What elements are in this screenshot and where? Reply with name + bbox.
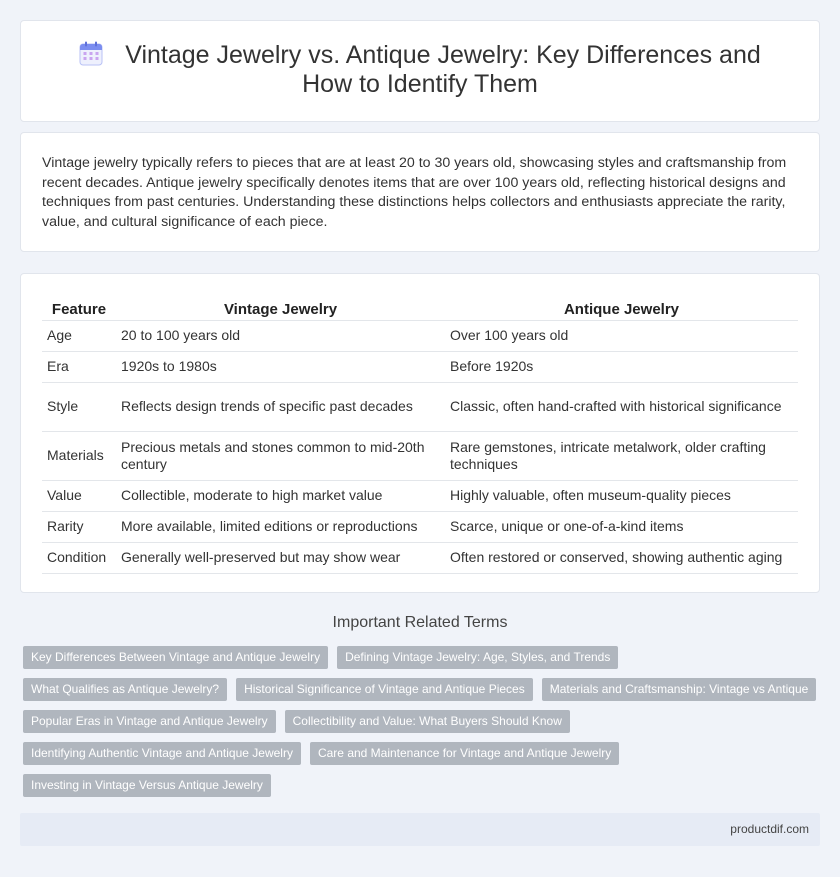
table-cell-feature: Rarity <box>42 511 116 542</box>
table-cell-vintage: Generally well-preserved but may show wear <box>116 542 445 573</box>
table-cell-feature: Age <box>42 320 116 351</box>
table-cell-feature: Value <box>42 480 116 511</box>
table-row <box>42 320 798 351</box>
comparison-card <box>20 273 820 593</box>
page-title-text: Vintage Jewelry vs. Antique Jewelry: Key Differences and How to Identify Them <box>125 41 761 98</box>
table-row <box>42 480 798 511</box>
table-row <box>42 542 798 573</box>
table-row <box>42 382 798 431</box>
comparison-table <box>42 294 798 574</box>
table-cell-feature: Style <box>42 382 116 431</box>
table-row <box>42 351 798 382</box>
page-title <box>51 41 789 99</box>
footer-site-link[interactable]: productdif.com <box>730 822 809 836</box>
intro-text: Vintage jewelry typically refers to pieces that are at least 20 to 30 years old, showcasing styles and craftsmanship from recent decades. Antique jewelry specifically denotes items that are over 100 years old, reflecting historical designs and techniques from past centuries. Understanding these distinctions helps collectors and enthusiasts appreciate the rarity, value, and cultural significance of each piece. <box>42 155 787 230</box>
related-terms-title: Important Related Terms <box>332 614 508 631</box>
table-cell-vintage: Reflects design trends of specific past decades <box>116 382 445 431</box>
related-term-tag[interactable]: Key Differences Between Vintage and Antique Jewelry <box>23 646 328 669</box>
table-cell-antique: Highly valuable, often museum-quality pieces <box>445 480 798 511</box>
table-cell-antique: Scarce, unique or one-of-a-kind items <box>445 511 798 542</box>
header-card <box>20 20 820 122</box>
column-header-antique: Antique Jewelry <box>445 294 798 320</box>
table-cell-antique: Rare gemstones, intricate metalwork, older crafting techniques <box>445 431 798 480</box>
table-row <box>42 431 798 480</box>
related-term-tag[interactable]: Defining Vintage Jewelry: Age, Styles, and Trends <box>337 646 618 669</box>
table-header-row <box>42 294 798 320</box>
table-cell-feature: Materials <box>42 431 116 480</box>
table-cell-vintage: Precious metals and stones common to mid-20th century <box>116 431 445 480</box>
related-term-tag[interactable]: Popular Eras in Vintage and Antique Jewelry <box>23 710 276 733</box>
table-cell-vintage: Collectible, moderate to high market value <box>116 480 445 511</box>
related-term-tag[interactable]: Investing in Vintage Versus Antique Jewelry <box>23 774 271 797</box>
footer <box>20 813 820 846</box>
related-term-tag[interactable]: What Qualifies as Antique Jewelry? <box>23 678 227 701</box>
calendar-icon <box>79 41 103 66</box>
table-cell-antique: Before 1920s <box>445 351 798 382</box>
related-term-tag[interactable]: Care and Maintenance for Vintage and Antique Jewelry <box>310 742 619 765</box>
table-row <box>42 511 798 542</box>
related-term-tag[interactable]: Identifying Authentic Vintage and Antique Jewelry <box>23 742 301 765</box>
related-term-tag[interactable]: Collectibility and Value: What Buyers Should Know <box>285 710 570 733</box>
table-cell-vintage: 20 to 100 years old <box>116 320 445 351</box>
intro-card <box>20 132 820 252</box>
table-cell-vintage: 1920s to 1980s <box>116 351 445 382</box>
title-wrap <box>51 41 789 99</box>
column-header-vintage: Vintage Jewelry <box>116 294 445 320</box>
column-header-feature: Feature <box>42 294 116 320</box>
table-cell-antique: Classic, often hand-crafted with historical significance <box>445 382 798 431</box>
table-cell-feature: Era <box>42 351 116 382</box>
table-cell-antique: Often restored or conserved, showing authentic aging <box>445 542 798 573</box>
related-terms-list <box>23 646 823 797</box>
related-term-tag[interactable]: Materials and Craftsmanship: Vintage vs Antique <box>542 678 817 701</box>
table-cell-antique: Over 100 years old <box>445 320 798 351</box>
table-cell-feature: Condition <box>42 542 116 573</box>
table-cell-vintage: More available, limited editions or reproductions <box>116 511 445 542</box>
related-term-tag[interactable]: Historical Significance of Vintage and Antique Pieces <box>236 678 533 701</box>
